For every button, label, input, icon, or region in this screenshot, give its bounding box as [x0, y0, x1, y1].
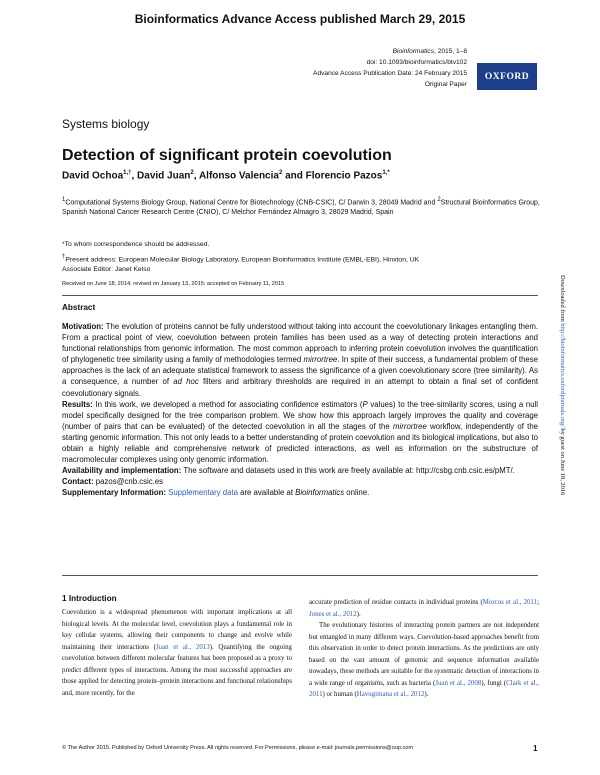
left-column [62, 607, 292, 699]
download-sidebar [559, 275, 566, 535]
motivation-text: filters and arbitrary thresholds are required in an attempt to obtain a final set of confident coevolutionary signals. [62, 377, 538, 398]
availability-label: Availability and implementation: [62, 466, 182, 476]
citation-link[interactable]: Jones et al., 2012 [309, 610, 357, 618]
article-type: Original Paper [424, 81, 467, 88]
sidebar-prefix: Downloaded from [559, 275, 566, 324]
publication-date: Advance Access Publication Date: 24 February 2015 [313, 70, 467, 77]
supplementary-journal: Bioinformatics [295, 488, 345, 498]
affiliation-mark: 2 [437, 197, 441, 203]
abstract-supplementary [62, 487, 538, 498]
journal-name: Bioinformatics [392, 48, 434, 55]
abstract-results [62, 399, 538, 466]
page-number: 1 [533, 744, 538, 753]
present-address-mark: † [62, 254, 66, 260]
citation-link[interactable]: Morcos et al., 2011 [482, 599, 538, 606]
corresponding-author-note: *To whom correspondence should be addressed. [62, 241, 210, 248]
motivation-label: Motivation: [62, 322, 104, 331]
author-name[interactable]: Florencio Pazos [305, 170, 383, 182]
author-affiliation-mark: 2 [190, 170, 194, 176]
citation-link[interactable]: Juan et al., 2008 [435, 679, 482, 687]
body-text: The evolutionary histories of interacting protein partners are not independent but entangled in many different ways. Coevolution-based approaches benefit from this observation in order to detect protein interactions. As the predictions are only based on the vast amount of genomic and sequence information available nowadays, these methods are suitable for the systematic detection of interactions in a wide range of organisms, such as bacteria ( [309, 622, 539, 687]
motivation-text: . In spite of their success, a fundamental problem of these approaches is the lack of an adequate statistical framework to assess the significance of a given coevolutionary score (tree similarity). As a consequence, a number of [62, 355, 538, 387]
abstract-contact [62, 476, 538, 487]
results-emphasis: mirrortree [393, 421, 427, 431]
paper-title: Detection of significant protein coevolution [62, 147, 392, 164]
author-name[interactable]: Alfonso Valencia [198, 170, 279, 182]
contact-email[interactable]: pazos@cnb.csic.es [93, 477, 164, 487]
author-affiliation-mark: 2 [278, 170, 283, 176]
section-heading: Systems biology [62, 117, 150, 131]
author-separator: and [282, 170, 306, 182]
journal-citation: , 2015, 1–8 [434, 48, 467, 55]
author-name[interactable]: David Juan [137, 170, 191, 182]
author-separator: , [193, 170, 199, 182]
correspondence-notes [62, 240, 542, 275]
copyright-footer: © The Author 2015. Published by Oxford University Press. All rights reserved. For Permissions, please e-mail: journals.permissions@oup.com [62, 745, 414, 751]
author-list [62, 170, 390, 181]
author-name[interactable]: David Ochoa [62, 170, 124, 182]
supplementary-data-link[interactable]: Supplementary data [168, 488, 238, 498]
affiliation-2: Structural Bioinformatics Group, Spanish National Cancer Research Centre (CNIO), C/ Melchor Fernández Almagro 3, 28029 Madrid, Spain [62, 199, 540, 217]
author-separator: , [131, 170, 138, 182]
author-affiliation-mark: 1,† [123, 170, 132, 176]
advance-access-banner: Bioinformatics Advance Access published March 29, 2015 [134, 12, 466, 26]
abstract-heading: Abstract [62, 303, 96, 312]
associate-editor: Associate Editor: Janet Kelso [62, 266, 151, 274]
body-text: Coevolution is a widespread phenomenon with important implications at all biological levels. At the molecular level, coevolution plays a fundamental role in key cellular systems, allowing their components to change and evolve while maintaining their interactions ( [62, 609, 292, 651]
motivation-emphasis: ad hoc [173, 377, 199, 387]
abstract-availability [62, 465, 538, 476]
sidebar-suffix: by guest on June 18, 2016 [559, 426, 566, 496]
body-text: ). Quantifying the ongoing coevolution between different molecular features has been proposed as a proxy to predict different types of interactions. Among the most successful approaches are those applied for detecting protein–protein interactions and functional relationships and, more recently, for the [62, 643, 292, 697]
results-text: values) to the tree-similarity scores, using a null model specifically designed for the tree comparison problem. We show how this approach largely improves the quality and coverage (number of pairs that can be evaluated) of the detected coevolution in all the stages of the [62, 399, 538, 431]
supplementary-text: are available at [237, 488, 296, 498]
contact-label: Contact: [62, 477, 94, 487]
introduction-heading: 1 Introduction [62, 594, 117, 603]
journal-meta [207, 46, 467, 90]
right-column [309, 597, 539, 701]
body-text: ) or human ( [322, 691, 357, 699]
oxford-logo: OXFORD [477, 63, 537, 90]
supplementary-label: Supplementary Information: [62, 488, 166, 498]
author-affiliation-mark: 1,* [382, 170, 390, 176]
citation-link[interactable]: Havugimana et al., 2012 [356, 691, 425, 699]
body-text: ). [424, 691, 429, 699]
sidebar-url-link[interactable]: http://bioinformatics.oxfordjournals.org/ [559, 323, 566, 427]
results-text: In this work, we developed a method for associating confidence estimators ( [92, 399, 363, 409]
results-text: workflow, independently of the starting genomic information. This not only leads to a better understanding of protein coevolution and its biological implications, but also to obtain a highly reliable and comprehensive network of predicted interactions, as well as information on the substructure of macromolecular complexes using only genomic information. [62, 421, 539, 465]
abstract-motivation [62, 321, 538, 399]
present-address-note: Present address: European Molecular Biology Laboratory, European Bioinformatics Institute (EMBL-EBI), Hinxton, UK [65, 256, 420, 264]
citation-link[interactable]: Clark et al., 2011 [309, 679, 539, 699]
results-emphasis: P [362, 399, 368, 409]
intro-paragraph [62, 607, 292, 699]
affiliation-mark: 1 [62, 197, 66, 203]
supplementary-text: online. [344, 488, 370, 498]
body-text: ), fungi ( [481, 679, 507, 687]
body-text: ; [537, 599, 539, 606]
abstract-body [62, 321, 538, 499]
availability-text: The software and datasets used in this work are freely available at: http://csbg.cnb.csic.es/pMT/. [181, 466, 515, 476]
motivation-text: The evolution of proteins cannot be fully understood without taking into account the coevolutionary linkages entangling them. From a practical point of view, coevolution between protein families has been used as a way of detecting protein interactions and functional relationships from genomic information. The most common approach to inferring protein coevolution involves the quantification of phylogenetic tree similarity using a family of methodologies termed [62, 322, 538, 365]
intro-paragraph [309, 620, 539, 701]
received-dates: Received on June 18, 2014; revised on January 13, 2015; accepted on February 11, 2015 [62, 281, 285, 287]
body-text: ). [356, 610, 361, 618]
affiliation-1: Computational Systems Biology Group, National Centre for Biotechnology (CNB-CSIC), C/ Darwin 3, 28049 Madrid and [65, 199, 436, 207]
motivation-emphasis: mirrortree [303, 355, 338, 365]
affiliations [62, 195, 542, 218]
divider-top [62, 295, 538, 296]
divider-bottom [62, 575, 538, 576]
doi[interactable]: doi: 10.1093/bioinformatics/btv102 [366, 59, 467, 66]
intro-paragraph [309, 597, 539, 620]
body-text: accurate prediction of residue contacts in individual proteins ( [309, 599, 483, 606]
citation-link[interactable]: Juan et al., 2013 [155, 643, 210, 651]
results-label: Results: [62, 399, 93, 409]
